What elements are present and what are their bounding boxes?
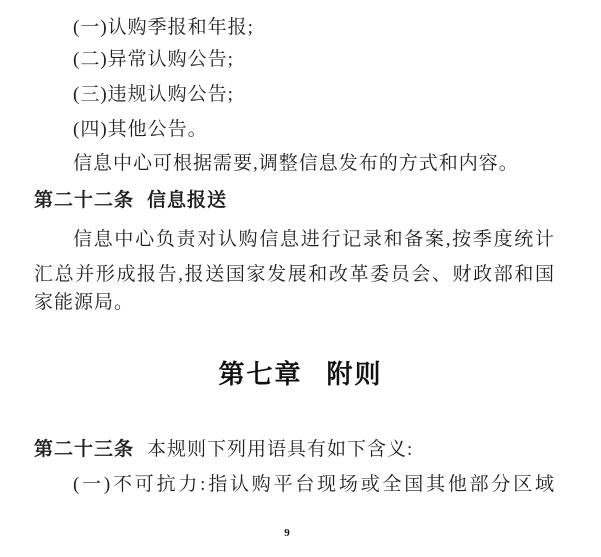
paragraph-adjust-note: 信息中心可根据需要,调整信息发布的方式和内容。	[73, 153, 519, 174]
chapter-7-heading	[0, 359, 601, 389]
chapter-7-title: 附则	[326, 359, 383, 389]
article-22-body-line-3: 家能源局。	[34, 292, 135, 313]
article-22-body-line-1: 信息中心负责对认购信息进行记录和备案,按季度统计	[73, 229, 554, 250]
article-22-heading	[34, 189, 227, 213]
list-item-announcement-1: (一)认购季报和年报;	[73, 17, 254, 38]
list-item-announcement-2: (二)异常认购公告;	[73, 49, 234, 70]
list-item-announcement-3: (三)违规认购公告;	[73, 84, 234, 105]
article-23-heading	[34, 438, 413, 462]
article-22-title: 信息报送	[147, 190, 228, 211]
page-number: 9	[284, 527, 290, 539]
article-23-text: 本规则下列用语具有如下含义:	[147, 439, 414, 460]
article-23-number: 第二十三条	[34, 439, 135, 460]
article-22-number: 第二十二条	[34, 190, 135, 211]
definition-item-force-majeure: (一)不可抗力:指认购平台现场或全国其他部分区域	[73, 474, 554, 495]
article-22-body-line-2: 汇总并形成报告,报送国家发展和改革委员会、财政部和国	[34, 264, 554, 285]
chapter-7-number: 第七章	[218, 359, 303, 389]
list-item-announcement-4: (四)其他公告。	[73, 119, 208, 140]
